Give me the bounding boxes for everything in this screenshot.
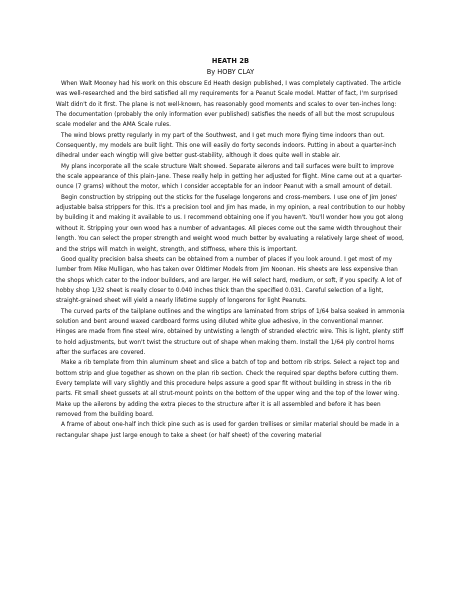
article-title: HEATH 2B — [211, 57, 250, 65]
article-paragraph: A frame of about one-half inch thick pine such as is used for garden trellises or similar material should be made in a rectangular shape just large enough to take a sheet (or half sheet) of the covering material — [56, 422, 400, 439]
article-paragraph: The wind blows pretty regularly in my part of the Southwest, and I get much more flying time indoors than out. Consequently, my models are built light. This one will easily do forty seconds indoors. Putting in about a quarter-inch dihedral under each wingtip will give better gust-stability, although it does quite well in stable air. — [56, 132, 397, 160]
article-paragraph: Good quality precision balsa sheets can be obtained from a number of places if you look around. I get most of my lumber from Mike Mulligan, who has taken over Oldtimer Models from Jim Noonan. His sheets are less expensive than the shops which cater to the indoor builders, and are larger. He will select hard, medium, or soft, if you specify. A lot of hobby shop 1/32 sheet is really closer to 0.040 inches thick than the specified 0.031. Careful selection of a light, straight-grained sheet will yield a nearly lifetime supply of longerons for light Peanuts. — [56, 256, 402, 305]
article-paragraph: When Walt Mooney had his work on this obscure Ed Heath design published, I was completely captivated. The article was well-researched and the bird satisfied all my requirements for a Peanut Scale model. Matter of fact, I'm surprised Walt didn't do it first. The plane is not well-known, has reasonably good moments and scales to over ten-inches long: The documentation (probably the only information ever published) satisfies the needs of all but the most scrupulous scale modeler and the AMA Scale rules. — [56, 81, 402, 129]
article-page — [56, 57, 405, 441]
article-paragraph: Begin construction by stripping out the sticks for the fuselage longerons and cross-members. I use one of Jim Jones' adjustable balsa strippers for this. It's a precision tool and Jim has made, in my opinion, a real contribution to our hobby by building it and making it available to us. I recommend obtaining one if you haven't. You'll wonder how you got along without it. Stripping your own wood has a number of advantages. All pieces come out the same width throughout their length. You can select the proper strength and weight wood much better by evaluating a relatively large sheet of wood, and the strips will match in weight, strength, and stiffness, where this is important. — [56, 194, 406, 253]
article-paragraph: Make a rib template from thin aluminum sheet and slice a batch of top and bottom rib strips. Select a reject top and bottom strip and glue together as shown on the plan rib section. Check the required spar depths before cutting them. Every template will vary slightly and this procedure helps assure a good spar fit without building in stress in the rib parts. Fit small sheet gussets at all strut-mount points on the bottom of the upper wing and the top of the lower wing. Make up the ailerons by adding the extra pieces to the structure after it is all assembled and before it has been removed from the building board. — [56, 360, 400, 418]
article-paragraph: My plans incorporate all the scale structure Walt showed. Separate ailerons and tail surfaces were built to improve the scale appearance of this plain-Jane. These really help in getting her adjusted for flight. Mine came out at a quarter-ounce (7 grams) without the motor, which I consider acceptable for an indoor Peanut with a small amount of detail. — [56, 163, 403, 191]
article-byline: By HOBY CLAY — [206, 68, 255, 76]
article-paragraph: The curved parts of the tailplane outlines and the wingtips are laminated from strips of 1/64 balsa soaked in ammonia solution and bent around waxed cardboard forms using diluted white glue adhesive, in the conventional manner. Hinges are made from fine steel wire, obtained by untwisting a length of stranded electric wire. This is light, plenty stiff to hold adjustments, but won't twist the structure out of shape when making them. Install the 1/64 ply control horns after the surfaces are covered. — [56, 308, 405, 356]
